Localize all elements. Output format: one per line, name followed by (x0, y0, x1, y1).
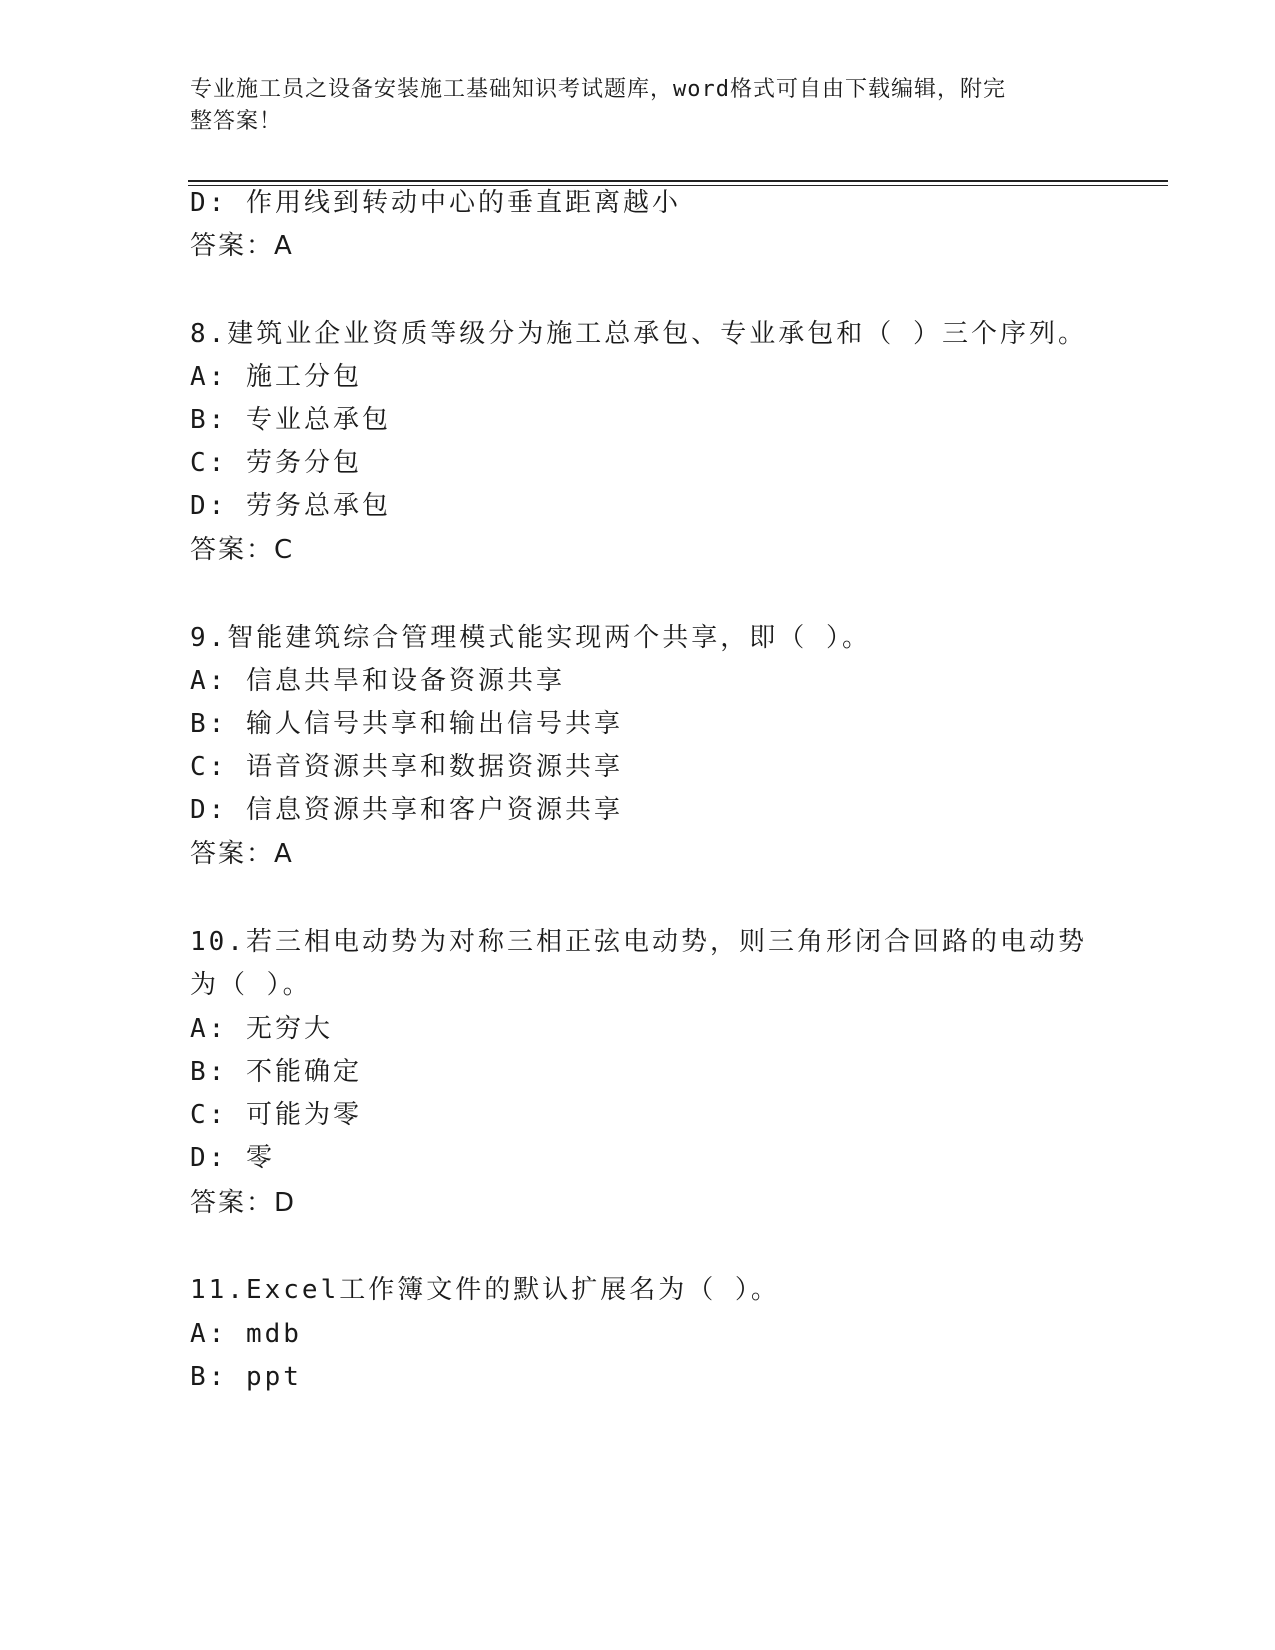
document-header (190, 74, 1070, 138)
question-stem: 8.建筑业企业资质等级分为施工总承包、专业承包和（ ）三个序列。 (190, 319, 1087, 349)
header-divider (188, 180, 1168, 182)
answer-line: 答案：A (190, 231, 294, 261)
option-b: B: 输人信号共享和输出信号共享 (190, 709, 623, 739)
option-a: A: 施工分包 (190, 362, 362, 392)
question-stem: 9.智能建筑综合管理模式能实现两个共享，即（ ）。 (190, 623, 871, 653)
answer-line: 答案：A (190, 839, 294, 869)
option-d: D: 信息资源共享和客户资源共享 (190, 795, 623, 825)
question-stem-line-1: 10.若三相电动势为对称三相正弦电动势，则三角形闭合回路的电动势 (190, 927, 1087, 957)
option-d: D: 劳务总承包 (190, 491, 391, 521)
question-stem: 11.Excel工作簿文件的默认扩展名为（ ）。 (190, 1275, 780, 1305)
option-d: D: 作用线到转动中心的垂直距离越小 (190, 188, 681, 218)
answer-line: 答案：C (190, 535, 295, 565)
answer-line: 答案：D (190, 1188, 297, 1218)
option-b: B: 专业总承包 (190, 405, 391, 435)
header-line-2: 整答案！ (190, 109, 283, 134)
option-c: C: 语音资源共享和数据资源共享 (190, 752, 623, 782)
option-a: A: 无穷大 (190, 1014, 333, 1044)
option-b: B: 不能确定 (190, 1057, 362, 1087)
option-c: C: 可能为零 (190, 1100, 362, 1130)
header-line-1: 专业施工员之设备安装施工基础知识考试题库，word格式可自由下载编辑，附完 (190, 77, 1006, 102)
option-c: C: 劳务分包 (190, 448, 362, 478)
option-a: A: mdb (190, 1319, 302, 1349)
option-d: D: 零 (190, 1143, 275, 1173)
question-stem-line-2: 为（ ）。 (190, 970, 312, 1000)
option-a: A: 信息共旱和设备资源共享 (190, 666, 565, 696)
option-b: B: ppt (190, 1362, 302, 1392)
